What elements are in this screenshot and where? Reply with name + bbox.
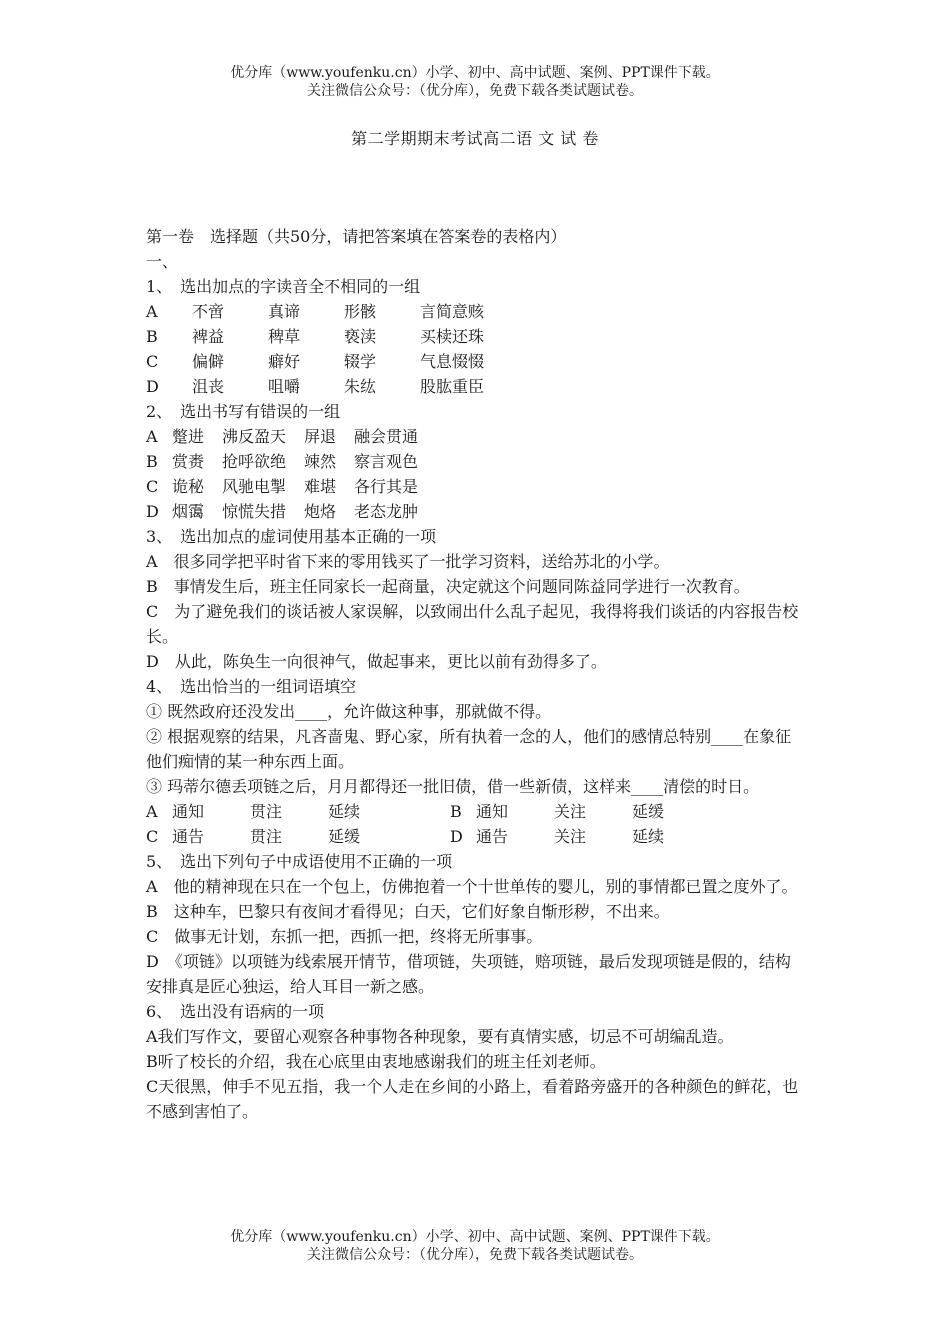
option-key: A [146, 302, 158, 321]
option-word: 朱纮 [344, 377, 377, 396]
option-word: 通知 [476, 802, 509, 821]
option-word: 炮烙 [304, 502, 337, 521]
page-footer [0, 1228, 950, 1264]
option-word: 蹩进 [172, 427, 205, 446]
option-word: 亵渎 [344, 327, 377, 346]
exam-content [146, 224, 806, 1124]
question-stem: 4、 选出恰当的一组词语填空 [146, 677, 357, 696]
fill-item: ③ 玛蒂尔德丢项链之后，月月都得还一批旧债，借一些新债，这样来____清偿的时日。 [146, 777, 760, 796]
option-row [146, 374, 806, 399]
option-row [146, 474, 806, 499]
document-title: 第二学期期末考试高二语 文 试 卷 [351, 129, 599, 148]
section-heading: 第一卷 选择题（共50分，请把答案填在答案卷的表格内） [146, 227, 567, 246]
question-stem: 6、 选出没有语病的一项 [146, 1002, 325, 1021]
option-word: 稗草 [268, 327, 301, 346]
question-stem: 1、 选出加点的字读音全不相同的一组 [146, 277, 421, 296]
option-key: B [450, 802, 462, 821]
option-word: 股肱重臣 [420, 377, 485, 396]
option-key: B [146, 452, 158, 471]
option-word: 烟霭 [172, 502, 205, 521]
option-key: A [146, 802, 158, 821]
header-line-1: 优分库（www.youfenku.cn）小学、初中、高中试题、案例、PPT课件下载。 [230, 65, 720, 81]
option-text: D 从此，陈奂生一向很神气，做起事来，更比以前有劲得多了。 [146, 652, 607, 671]
option-word: 延续 [632, 827, 665, 846]
option-key: D [450, 827, 463, 846]
question-4 [146, 674, 806, 849]
question-6 [146, 999, 806, 1124]
question-stem: 2、 选出书写有错误的一组 [146, 402, 341, 421]
option-word: 辍学 [344, 352, 377, 371]
option-word: 各行其是 [354, 477, 419, 496]
option-row [146, 324, 806, 349]
option-word: 关注 [554, 802, 587, 821]
option-word: 老态龙肿 [354, 502, 419, 521]
footer-line-1: 优分库（www.youfenku.cn）小学、初中、高中试题、案例、PPT课件下载。 [230, 1229, 720, 1245]
option-text: B 这种车，巴黎只有夜间才看得见；白天，它们好象自惭形秽，不出来。 [146, 902, 670, 921]
option-row [146, 449, 806, 474]
option-text: C 为了避免我们的谈话被人家误解，以致闹出什么乱子起见，我得将我们谈话的内容报告校长。 [146, 602, 799, 646]
footer-line-2: 关注微信公众号：（优分库），免费下载各类试题试卷。 [307, 1247, 643, 1263]
option-word: 关注 [554, 827, 587, 846]
option-word: 气息惙惙 [420, 352, 485, 371]
question-stem: 3、 选出加点的虚词使用基本正确的一项 [146, 527, 437, 546]
option-row [146, 499, 806, 524]
option-key: D [146, 502, 159, 521]
option-text: A 很多同学把平时省下来的零用钱买了一批学习资料，送给苏北的小学。 [146, 552, 670, 571]
option-row [146, 299, 806, 324]
option-word: 通知 [172, 802, 205, 821]
option-text: B听了校长的介绍，我在心底里由衷地感谢我们的班主任刘老师。 [146, 1052, 606, 1071]
option-text: C天很黑，伸手不见五指，我一个人走在乡间的小路上，看着路旁盛开的各种颜色的鲜花，也不感到害怕了。 [146, 1077, 799, 1121]
option-word: 惊慌失措 [222, 502, 287, 521]
option-word: 通告 [476, 827, 509, 846]
option-word: 买椟还珠 [420, 327, 485, 346]
option-word: 延续 [328, 802, 361, 821]
option-text: A我们写作文，要留心观察各种事物各种现象，要有真情实感，切忌不可胡编乱造。 [146, 1027, 734, 1046]
fill-item: ② 根据观察的结果，凡吝啬鬼、野心家，所有执着一念的人，他们的感情总特别____在象征他们痴情的某一种东西上面。 [146, 727, 792, 771]
question-2 [146, 399, 806, 524]
option-word: 贯注 [250, 802, 283, 821]
option-word: 沮丧 [192, 377, 225, 396]
option-word: 咀嚼 [268, 377, 301, 396]
question-1 [146, 274, 806, 399]
option-row [146, 824, 806, 849]
option-word: 裨益 [192, 327, 225, 346]
option-word: 屏退 [304, 427, 337, 446]
option-word: 诡秘 [172, 477, 205, 496]
option-key: B [146, 327, 158, 346]
option-row [146, 799, 806, 824]
option-word: 真谛 [268, 302, 301, 321]
option-word: 延缓 [632, 802, 665, 821]
option-word: 贯注 [250, 827, 283, 846]
option-word: 抢呼欲绝 [222, 452, 287, 471]
option-word: 形骸 [344, 302, 377, 321]
page-header [0, 64, 950, 100]
option-key: D [146, 377, 159, 396]
option-word: 癖好 [268, 352, 301, 371]
option-text: A 他的精神现在只在一个包上，仿佛抱着一个十世单传的婴儿，别的事情都已置之度外了。 [146, 877, 798, 896]
question-5 [146, 849, 806, 999]
option-row [146, 424, 806, 449]
option-text: D 《项链》以项链为线索展开情节，借项链，失项链，赔项链，最后发现项链是假的，结构安排真是匠心独运，给人耳目一新之感。 [146, 952, 791, 996]
option-word: 赏赉 [172, 452, 205, 471]
option-text: C 做事无计划，东抓一把，西抓一把，终将无所事事。 [146, 927, 543, 946]
option-key: C [146, 352, 159, 371]
option-key: C [146, 477, 159, 496]
option-word: 延缓 [328, 827, 361, 846]
option-key: A [146, 427, 158, 446]
fill-item: ① 既然政府还没发出____，允许做这种事，那就做不得。 [146, 702, 552, 721]
option-word: 风驰电掣 [222, 477, 287, 496]
section-subheading: 一、 [146, 252, 179, 271]
option-word: 竦然 [304, 452, 337, 471]
header-line-2: 关注微信公众号：（优分库），免费下载各类试题试卷。 [307, 83, 643, 99]
question-3 [146, 524, 806, 674]
option-word: 沸反盈天 [222, 427, 287, 446]
option-word: 通告 [172, 827, 205, 846]
option-row [146, 349, 806, 374]
option-word: 察言观色 [354, 452, 419, 471]
option-word: 融会贯通 [354, 427, 419, 446]
option-word: 偏僻 [192, 352, 225, 371]
option-text: B 事情发生后，班主任同家长一起商量，决定就这个问题同陈益同学进行一次教育。 [146, 577, 750, 596]
question-stem: 5、 选出下列句子中成语使用不正确的一项 [146, 852, 453, 871]
option-word: 难堪 [304, 477, 337, 496]
option-word: 不啻 [192, 302, 225, 321]
option-word: 言简意赅 [420, 302, 485, 321]
option-key: C [146, 827, 159, 846]
